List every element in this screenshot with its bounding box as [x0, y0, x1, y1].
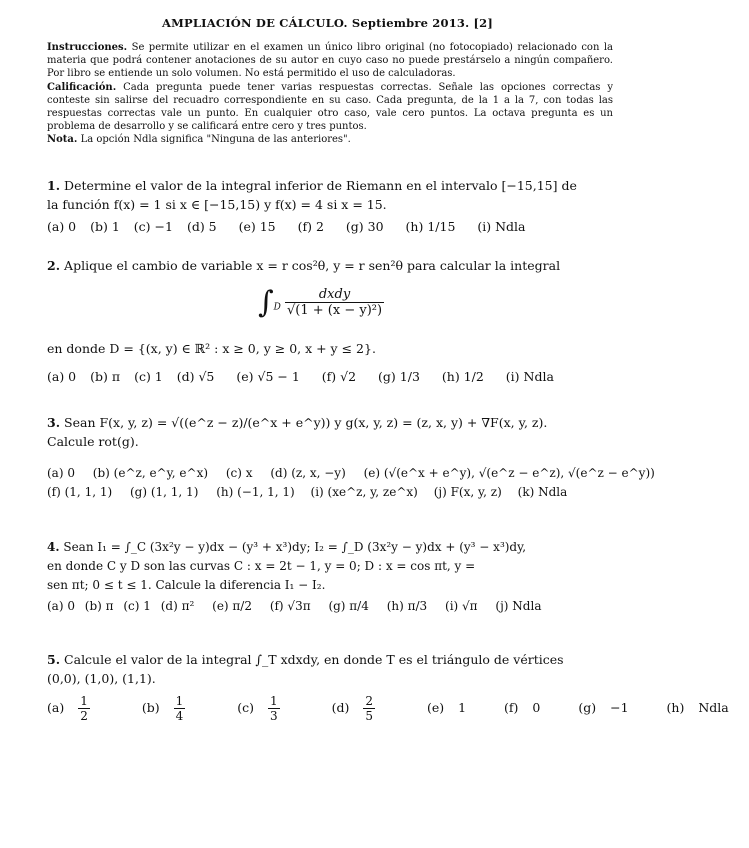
instructions-text: Se permite utilizar en el examen un único libro original (no fotocopiado) relacionado con la materia que podrá contener anotaciones de su autor en cuyo caso no puede prestárselo a ningún compañero. Por libro se entiende un solo volumen. No está permitido el uso de calculadoras.: [47, 42, 613, 80]
q4-option-a[interactable]: (a) 0: [47, 599, 75, 613]
q5-option-e-value: 1: [458, 700, 467, 715]
q5-option-h-value: Ndla: [698, 700, 729, 715]
q5-option-b-num: 1: [175, 694, 184, 708]
question-2-text-line2: en donde D = {(x, y) ∈ ℝ² : x ≥ 0, y ≥ 0, x + y ≤ 2}.: [47, 341, 376, 356]
question-2-text-line1: Aplique el cambio de variable x = r cos²θ, y = r sen²θ para calcular la integral: [64, 258, 561, 273]
q5-option-h-label: (h): [666, 700, 685, 715]
instructions-paragraph: [47, 41, 613, 81]
q3-option-d[interactable]: (d) (z, x, −y): [270, 466, 346, 480]
q1-option-c[interactable]: (c) −1: [133, 219, 173, 234]
instructions-block: [47, 41, 613, 147]
grading-text: Cada pregunta puede tener varias respuestas correctas. Señale las opciones correctas y conteste sin salirse del recuadro correspondiente en su caso. Cada pregunta, de la 1 a la 7, con todas las respuestas correctas vale un punto. En cualquier otro caso, vale cero puntos. La octava pregunta es un problema de desarrollo y se calificará entre cero y tres puntos.: [47, 81, 613, 133]
q4-option-b[interactable]: (b) π: [84, 599, 114, 613]
q4-option-h[interactable]: (h) π/3: [386, 599, 428, 613]
q3-option-f[interactable]: (f) (1, 1, 1): [47, 485, 113, 499]
question-2-integral: [258, 285, 408, 331]
q5-option-a-fraction: [78, 694, 100, 723]
question-5-number: 5.: [47, 652, 61, 667]
q5-option-b[interactable]: [141, 694, 209, 723]
q5-option-a[interactable]: [47, 694, 114, 723]
grading-paragraph: [47, 81, 613, 134]
question-3-text-line1: Sean F(x, y, z) = √((e^z − z)/(e^x + e^y)) y g(x, y, z) = (z, x, y) + ∇F(x, y, z).: [64, 415, 548, 430]
q4-option-e[interactable]: (e) π/2: [212, 599, 252, 613]
integrand-numerator: dxdy: [285, 287, 384, 303]
q1-option-g[interactable]: (g) 30: [345, 219, 384, 234]
q4-option-j[interactable]: (j) Ndla: [495, 599, 542, 613]
q1-option-i[interactable]: (i) Ndla: [477, 219, 526, 234]
q5-option-c-fraction: [268, 694, 290, 723]
q3-option-b[interactable]: (b) (e^z, e^y, e^x): [92, 466, 209, 480]
q3-option-g[interactable]: (g) (1, 1, 1): [129, 485, 199, 499]
question-3: [47, 413, 655, 502]
q5-option-h[interactable]: [667, 700, 739, 715]
note-text: La opción Ndla significa "Ninguna de las anteriores".: [80, 134, 351, 146]
q2-option-b[interactable]: (b) π: [90, 369, 121, 384]
q3-option-h[interactable]: (h) (−1, 1, 1): [216, 485, 295, 499]
q5-option-g-label: (g): [578, 700, 597, 715]
q5-option-f-value: 0: [532, 700, 541, 715]
instructions-label: Instrucciones.: [47, 42, 128, 53]
question-5-text-line2: (0,0), (1,0), (1,1).: [47, 671, 156, 686]
q2-option-e[interactable]: (e) √5 − 1: [236, 369, 300, 384]
q3-option-e[interactable]: (e) (√(e^x + e^y), √(e^z − e^z), √(e^z − e^y)): [363, 466, 655, 480]
q1-option-f[interactable]: (f) 2: [297, 219, 324, 234]
question-5: [47, 650, 729, 723]
q5-option-g-value: −1: [610, 700, 629, 715]
integral-sign: ∫: [258, 285, 274, 320]
q2-option-h[interactable]: (h) 1/2: [441, 369, 484, 384]
question-4-options: [47, 597, 613, 616]
q5-option-f[interactable]: [504, 700, 554, 715]
question-1-options: [47, 217, 613, 236]
q5-option-c-den: 3: [269, 709, 278, 723]
question-4-text-line3: sen πt; 0 ≤ t ≤ 1. Calcule la diferencia I₁ − I₂.: [47, 578, 326, 592]
question-2: [47, 256, 613, 275]
q1-option-a[interactable]: (a) 0: [47, 219, 77, 234]
question-3-options-row2: [47, 483, 613, 502]
q4-option-g[interactable]: (g) π/4: [328, 599, 369, 613]
q5-option-e-label: (e): [426, 700, 445, 715]
question-2-options: [47, 367, 613, 386]
q5-option-d-den: 5: [365, 709, 373, 723]
q5-option-a-den: 2: [80, 709, 88, 723]
question-4: [47, 538, 613, 616]
q5-option-f-label: (f): [504, 700, 519, 715]
q5-option-c-label: (c): [237, 700, 254, 715]
integrand-denominator: √(1 + (x − y)²): [287, 303, 383, 318]
question-5-options: [47, 694, 729, 723]
q2-option-a[interactable]: (a) 0: [47, 369, 77, 384]
q5-option-d-num: 2: [365, 694, 373, 708]
question-1-number: 1.: [47, 178, 61, 193]
q5-option-c-num: 1: [269, 694, 278, 708]
q5-option-b-fraction: [174, 694, 196, 723]
question-1: [47, 176, 613, 236]
q3-option-i[interactable]: (i) (xe^z, y, ze^x): [310, 485, 418, 499]
q5-option-c[interactable]: [237, 694, 303, 723]
q1-option-h[interactable]: (h) 1/15: [405, 219, 456, 234]
q2-option-i[interactable]: (i) Ndla: [505, 369, 554, 384]
q1-option-e[interactable]: (e) 15: [238, 219, 276, 234]
q1-option-d[interactable]: (d) 5: [186, 219, 217, 234]
note-label: Nota.: [47, 134, 78, 146]
q3-option-j[interactable]: (j) F(x, y, z): [433, 485, 502, 499]
q4-option-f[interactable]: (f) √3π: [269, 599, 311, 613]
q1-option-b[interactable]: (b) 1: [90, 219, 120, 234]
q5-option-d[interactable]: [331, 694, 399, 723]
q3-option-k[interactable]: (k) Ndla: [517, 485, 568, 499]
q5-option-a-num: 1: [80, 694, 88, 708]
q2-option-g[interactable]: (g) 1/3: [378, 369, 420, 384]
integral-domain: D: [273, 302, 281, 313]
q4-option-c[interactable]: (c) 1: [123, 599, 151, 613]
exam-title: AMPLIACIÓN DE CÁLCULO. Septiembre 2013. [2]: [161, 16, 494, 30]
question-3-text-line2: Calcule rot(g).: [47, 434, 139, 449]
question-1-text-line2: la función f(x) = 1 si x ∈ [−15,15) y f(x) = 4 si x = 15.: [47, 197, 387, 212]
q5-option-e[interactable]: [427, 700, 480, 715]
q5-option-b-label: (b): [141, 700, 160, 715]
q2-option-c[interactable]: (c) 1: [134, 369, 163, 384]
q2-option-d[interactable]: (d) √5: [176, 369, 215, 384]
q4-option-i[interactable]: (i) √π: [445, 599, 478, 613]
q5-option-b-den: 4: [175, 709, 184, 723]
q5-option-a-label: (a): [47, 700, 65, 715]
question-3-options-row1: [47, 464, 655, 483]
q2-option-f[interactable]: (f) √2: [321, 369, 357, 384]
grading-label: Calificación.: [47, 81, 117, 93]
question-3-number: 3.: [47, 415, 61, 430]
q5-option-g[interactable]: [578, 700, 642, 715]
question-1-text-line1: Determine el valor de la integral inferior de Riemann en el intervalo [−15,15] de: [64, 178, 577, 193]
question-4-text-line1: Sean I₁ = ∫_C (3x²y − y)dx − (y³ + x³)dy; I₂ = ∫_D (3x²y − y)dx + (y³ − x³)dy,: [63, 540, 527, 554]
note-paragraph: [47, 133, 613, 146]
q3-option-a[interactable]: (a) 0: [47, 466, 75, 480]
q5-option-d-label: (d): [331, 700, 350, 715]
question-5-text-line1: Calcule el valor de la integral ∫_T xdxdy, en donde T es el triángulo de vértices: [64, 652, 564, 667]
q4-option-d[interactable]: (d) π²: [160, 599, 195, 613]
q3-option-c[interactable]: (c) x: [225, 466, 253, 480]
question-2-continued: [47, 339, 613, 386]
question-4-text-line2: en donde C y D son las curvas C : x = 2t − 1, y = 0; D : x = cos πt, y =: [47, 559, 476, 573]
question-4-number: 4.: [47, 540, 60, 554]
q5-option-d-fraction: [363, 694, 385, 723]
question-2-number: 2.: [47, 258, 61, 273]
integrand-fraction: [285, 287, 384, 318]
